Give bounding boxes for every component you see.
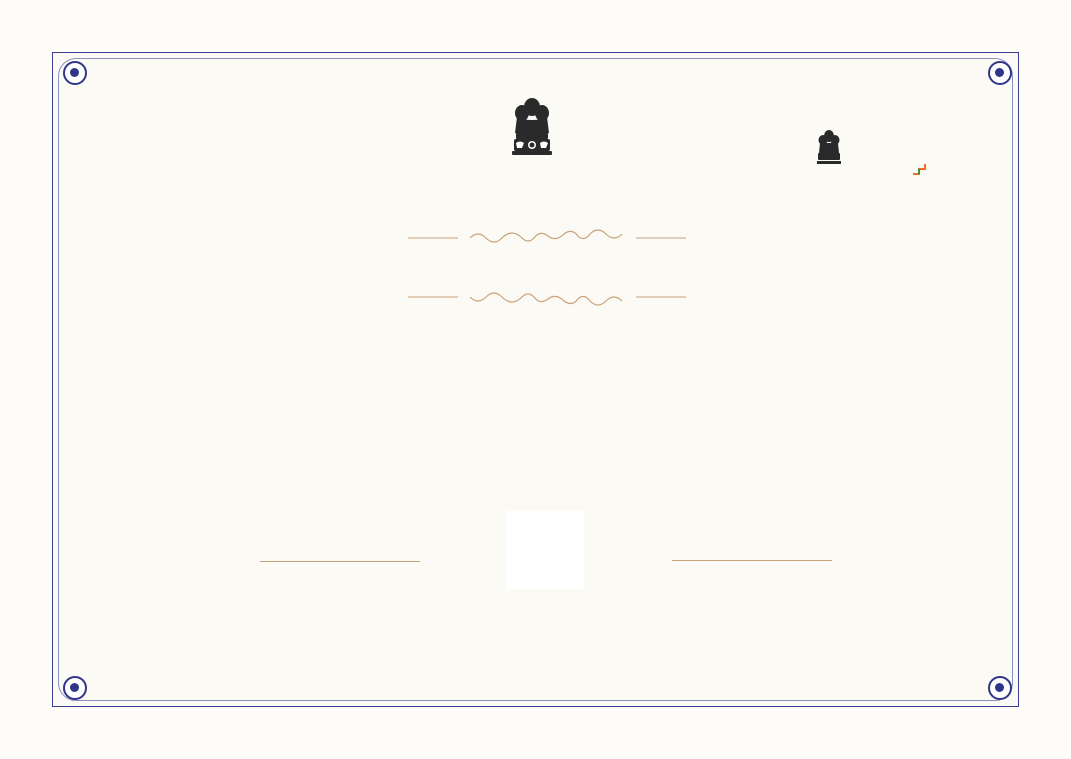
corner-ornament-icon [63,61,87,85]
corner-ornament-icon [988,61,1012,85]
ornamental-border-left [20,20,46,739]
valid-upto-divider [672,560,832,561]
ornamental-border-top [20,20,1051,46]
issue-date-divider [260,561,420,562]
title-flourish-bottom-icon [408,289,686,307]
title-flourish-top-icon [408,228,686,246]
verification-qr-code[interactable] [506,511,584,589]
national-emblem-icon [507,93,557,165]
ornamental-border-bottom [20,713,1051,739]
ornamental-border-right [1025,20,1051,739]
startupindia-step-icon [912,163,930,175]
dpiit-emblem-icon [815,128,843,168]
corner-ornament-icon [988,676,1012,700]
corner-ornament-icon [63,676,87,700]
